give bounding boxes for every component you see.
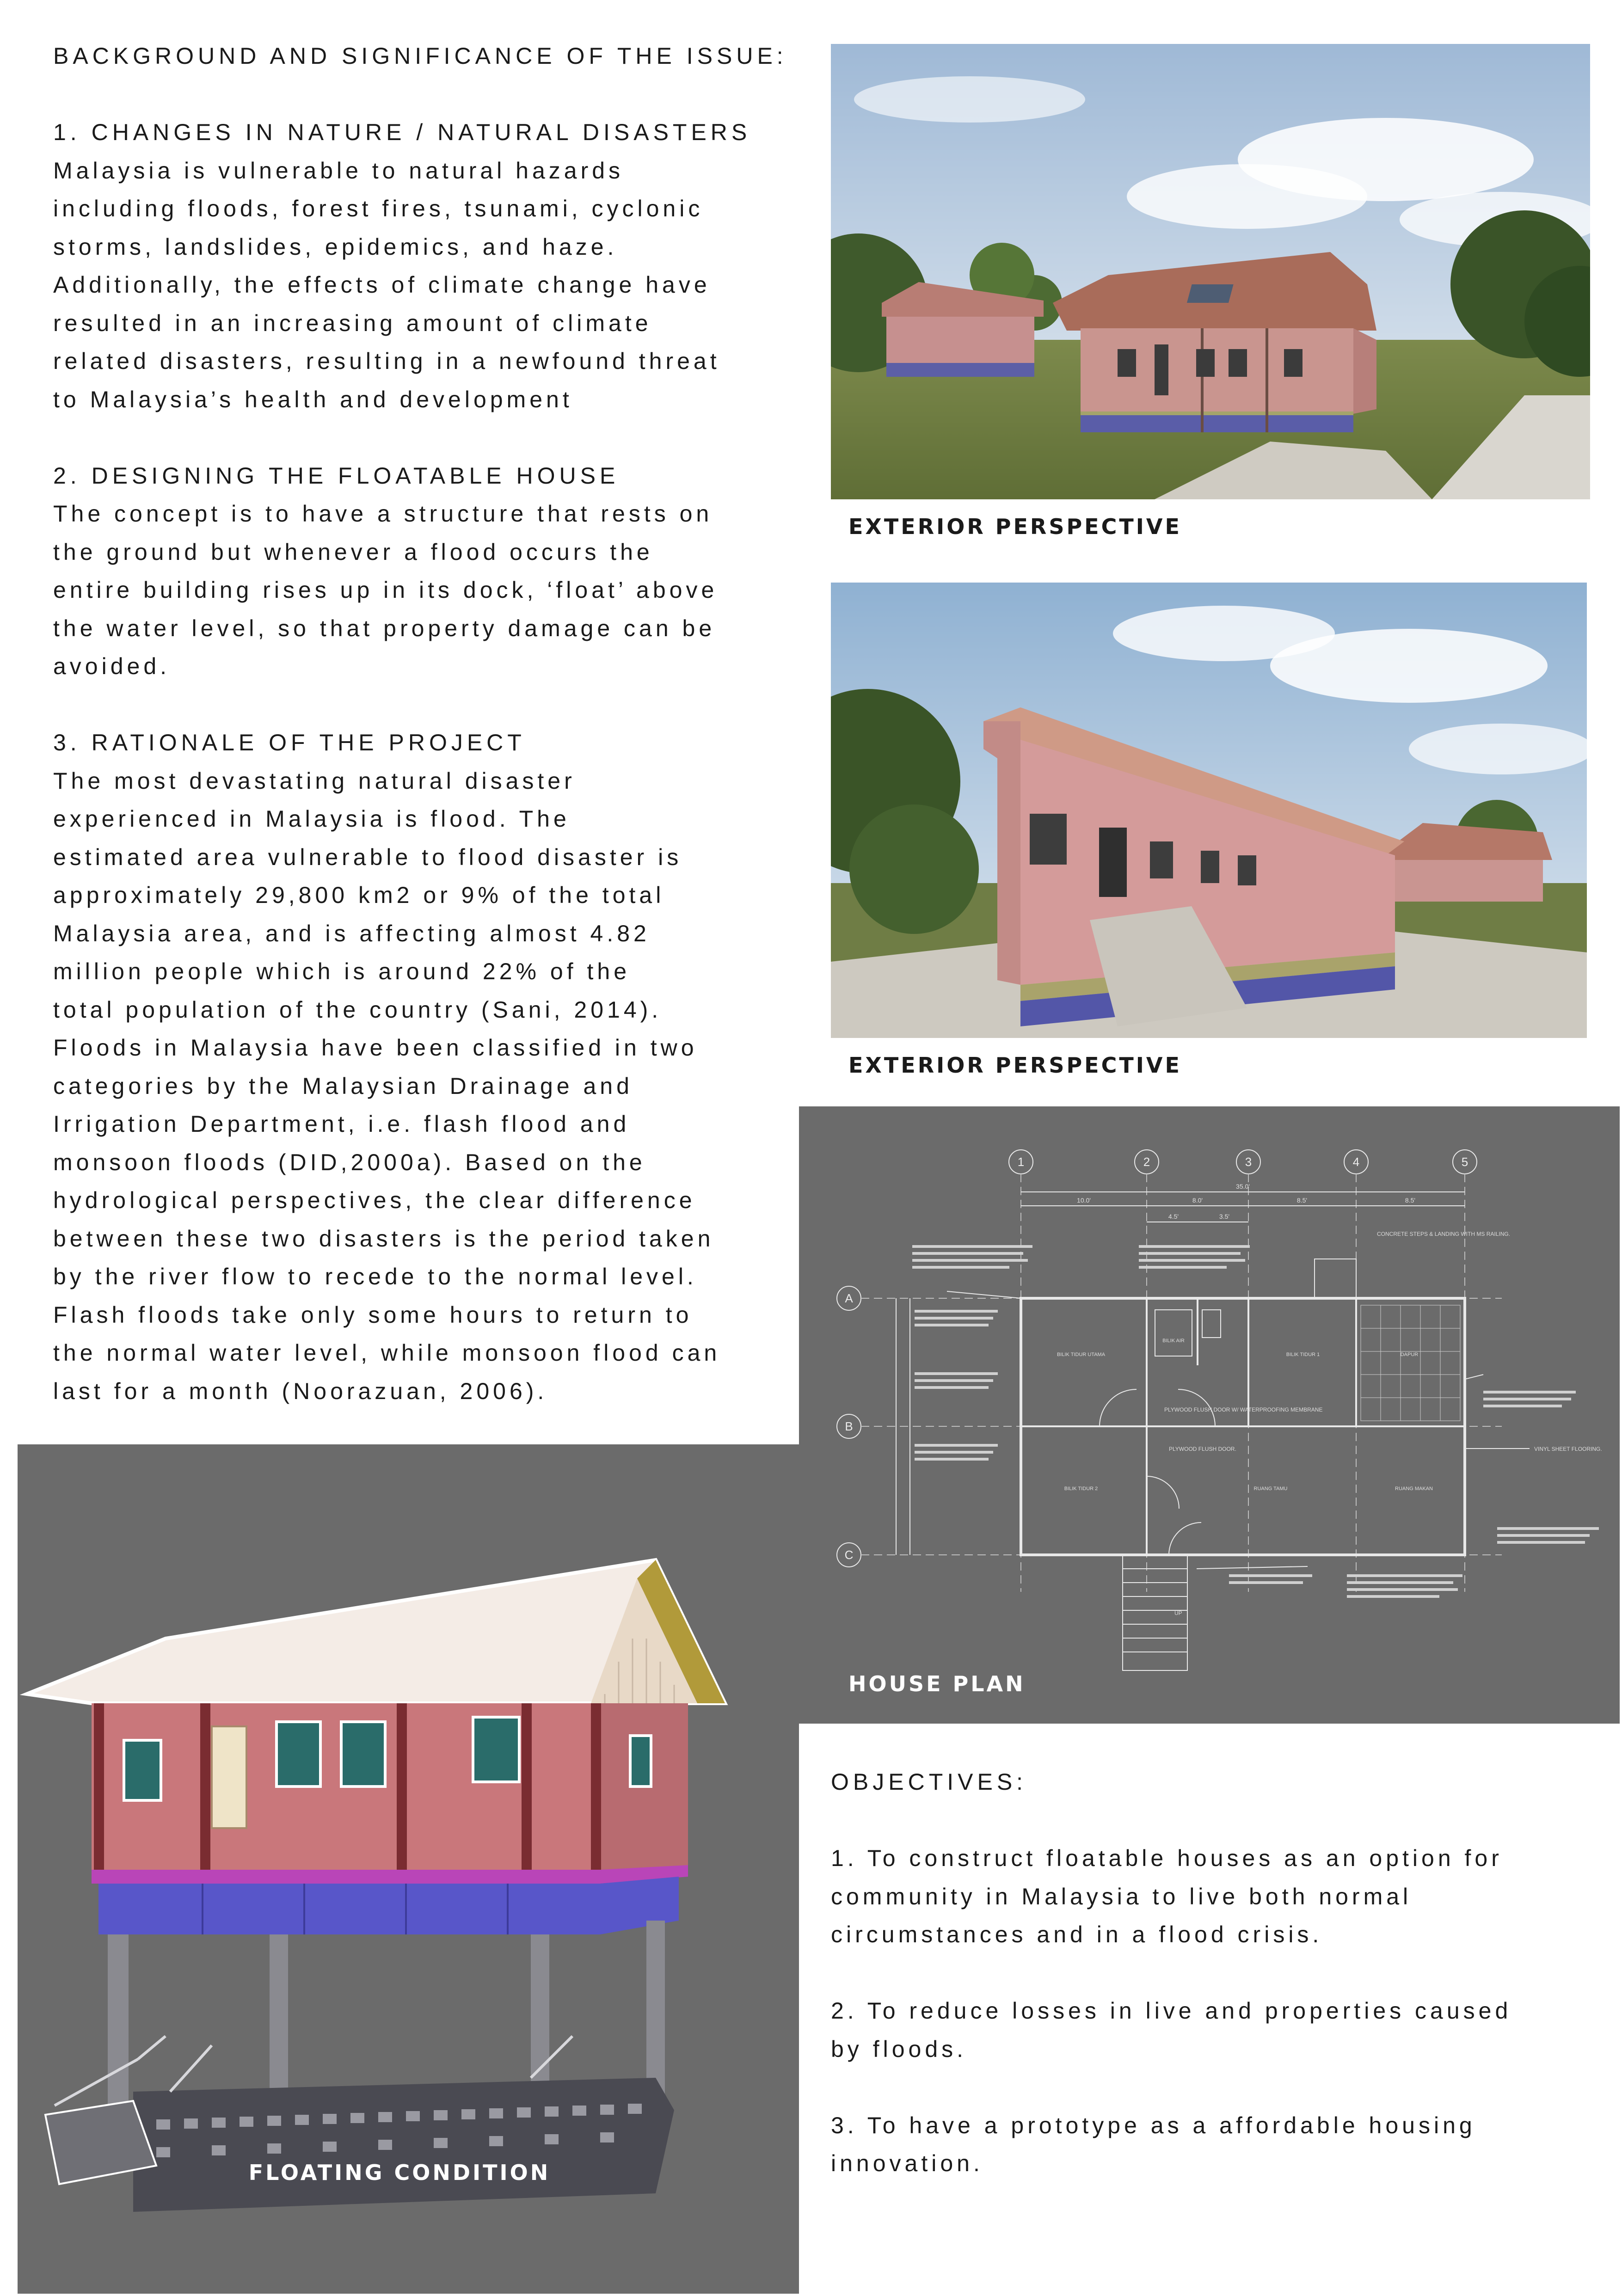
text-line: by the river flow to recede to the normal level.: [53, 1264, 697, 1289]
text-line: Flash floods take only some hours to return to: [53, 1301, 693, 1328]
objective-item: [831, 2106, 1598, 2183]
exterior-render-2-image: [831, 583, 1587, 1038]
text-line: Malaysia is vulnerable to natural hazards: [53, 157, 624, 184]
house-plan-drawing: [799, 1106, 1620, 1724]
text-line: 3. To have a prototype as a affordable housing: [831, 2112, 1476, 2138]
plan-dimensions: [1077, 1183, 1415, 1220]
plan-note: CONCRETE STEPS & LANDING WITH MS RAILING.: [1377, 1231, 1511, 1237]
text-line: approximately 29,800 km2 or 9% of the total: [53, 882, 665, 908]
plan-note: PLYWOOD FLUSH DOOR.: [1169, 1446, 1236, 1452]
section-title: 1. CHANGES IN NATURE / NATURAL DISASTERS: [53, 119, 751, 145]
text-line: to Malaysia’s health and development: [53, 386, 573, 412]
grid-row-label: A: [845, 1291, 853, 1305]
grid-column-label: 2: [1143, 1155, 1150, 1169]
text-line: between these two disasters is the period taken: [53, 1225, 714, 1252]
text-line: related disasters, resulting in a newfound threat: [53, 348, 720, 374]
section-body: [53, 495, 811, 686]
grid-row-label: B: [845, 1419, 853, 1433]
room-label: RUANG MAKAN: [1395, 1486, 1433, 1492]
text-line: avoided.: [53, 653, 171, 679]
text-line: community in Malaysia to live both normal: [831, 1883, 1412, 1909]
room-label: BILIK TIDUR 2: [1064, 1486, 1098, 1492]
room-label: DAPUR: [1400, 1352, 1419, 1357]
objectives-block: [831, 1763, 1598, 2183]
room-label: BILIK TIDUR 1: [1286, 1352, 1320, 1357]
dimension-label: 8.5': [1405, 1197, 1416, 1204]
text-line: The most devastating natural disaster: [53, 767, 576, 794]
house-plan-caption: HOUSE PLAN: [848, 1671, 1026, 1696]
grid-column-label: 3: [1245, 1155, 1252, 1169]
grid-column-label: 4: [1352, 1155, 1360, 1169]
text-line: monsoon floods (DID,2000a). Based on the: [53, 1149, 646, 1175]
dimension-label: 10.0': [1077, 1197, 1091, 1204]
grid-column-label: 5: [1461, 1155, 1468, 1169]
exterior-render-2: [831, 583, 1587, 1038]
plan-note: VINYL SHEET FLOORING.: [1534, 1446, 1602, 1452]
text-line: by floods.: [831, 2036, 967, 2062]
dimension-label: 8.0': [1192, 1197, 1203, 1204]
text-line: 2. To reduce losses in live and properties caused: [831, 1998, 1512, 2024]
room-label: RUANG TAMU: [1253, 1486, 1288, 1492]
plan-grid-labels: [845, 1155, 1468, 1562]
grid-row-label: C: [844, 1548, 854, 1562]
text-line: the normal water level, while monsoon flood can: [53, 1340, 721, 1366]
text-line: 1. To construct floatable houses as an option for: [831, 1845, 1503, 1871]
text-line: Irrigation Department, i.e. flash flood and: [53, 1111, 630, 1137]
objective-item: [831, 1839, 1598, 1954]
text-line: the water level, so that property damage can be: [53, 615, 716, 641]
text-line: The concept is to have a structure that rests on: [53, 501, 713, 527]
text-line: innovation.: [831, 2150, 983, 2176]
section-title: 2. DESIGNING THE FLOATABLE HOUSE: [53, 462, 620, 489]
house-plan-panel: [799, 1106, 1620, 1724]
dimension-label: 8.5': [1296, 1197, 1308, 1204]
dimension-label: 35.0': [1236, 1183, 1250, 1190]
text-line: entire building rises up in its dock, ‘float’ above: [53, 577, 718, 603]
exterior-caption-2: EXTERIOR PERSPECTIVE: [848, 1053, 1182, 1078]
text-line: million people which is around 22% of the: [53, 958, 630, 984]
dimension-label: 3.5': [1219, 1213, 1230, 1220]
text-line: total population of the country (Sani, 2014).: [53, 996, 662, 1023]
text-line: including floods, forest fires, tsunami, cyclonic: [53, 196, 704, 221]
text-line: storms, landslides, epidemics, and haze.: [53, 233, 618, 260]
text-line: Floods in Malaysia have been classified in two: [53, 1035, 698, 1061]
objective-item: [831, 1992, 1598, 2068]
text-line: hydrological perspectives, the clear difference: [53, 1187, 696, 1213]
text-line: resulted in an increasing amount of climate: [53, 310, 652, 336]
plan-note: PLYWOOD FLUSH DOOR W/ WATERPROOFING MEMBRANE: [1164, 1406, 1323, 1413]
dimension-label: 4.5': [1168, 1213, 1179, 1220]
section-body: [53, 762, 811, 1411]
text-line: the ground but whenever a flood occurs the: [53, 539, 653, 565]
exterior-render-1-image: [831, 44, 1590, 499]
objectives-heading: OBJECTIVES:: [831, 1769, 1027, 1795]
text-line: circumstances and in a flood crisis.: [831, 1922, 1323, 1947]
text-line: categories by the Malaysian Drainage and: [53, 1073, 633, 1099]
exterior-render-1: [831, 44, 1590, 499]
section-body: [53, 152, 811, 419]
text-line: experienced in Malaysia is flood. The: [53, 806, 570, 832]
text-line: Malaysia area, and is affecting almost 4.82: [53, 920, 650, 946]
floating-condition-caption: FLOATING CONDITION: [248, 2160, 551, 2185]
room-label: BILIK AIR: [1162, 1338, 1185, 1344]
plan-note: UP: [1174, 1610, 1182, 1616]
text-line: last for a month (Noorazuan, 2006).: [53, 1378, 548, 1404]
text-line: estimated area vulnerable to flood disaster is: [53, 844, 682, 870]
section-title: 3. RATIONALE OF THE PROJECT: [53, 730, 526, 755]
grid-column-label: 1: [1017, 1155, 1025, 1169]
plan-room-labels: [1057, 1338, 1433, 1492]
background-heading: BACKGROUND AND SIGNIFICANCE OF THE ISSUE:: [53, 43, 787, 69]
exterior-caption-1: EXTERIOR PERSPECTIVE: [848, 514, 1182, 539]
room-label: BILIK TIDUR UTAMA: [1057, 1352, 1106, 1357]
background-text-block: [53, 37, 811, 1410]
text-line: Additionally, the effects of climate change have: [53, 272, 711, 298]
plan-notes: [1164, 1231, 1602, 1616]
